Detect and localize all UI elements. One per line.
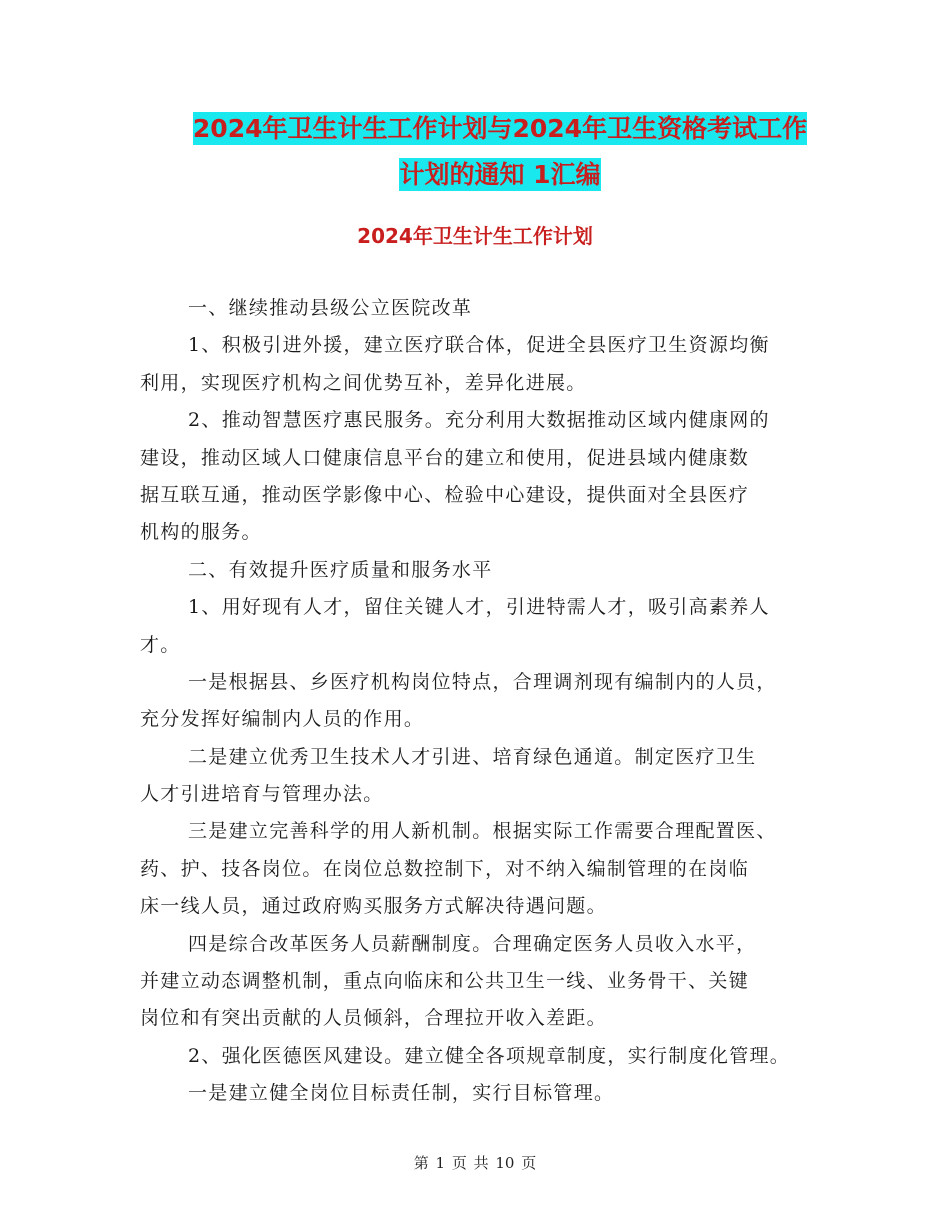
paragraph-line: 人才引进培育与管理办法。	[140, 783, 384, 806]
document-title-line-2	[140, 152, 860, 198]
paragraph-line: 1、用好现有人才，留住关键人才，引进特需人才，吸引高素养人	[188, 596, 770, 619]
paragraph-line: 建设，推动区域人口健康信息平台的建立和使用，促进县域内健康数	[140, 446, 750, 469]
paragraph-line: 机构的服务。	[140, 521, 262, 544]
highlighted-title-text: 计划的通知 1汇编	[399, 160, 601, 189]
section-title: 2024年卫生计生工作计划	[357, 224, 593, 248]
document-title-line-1	[140, 106, 860, 152]
paragraph-line: 充分发挥好编制内人员的作用。	[140, 708, 425, 731]
paragraph-line: 1、积极引进外援，建立医疗联合体，促进全县医疗卫生资源均衡	[188, 334, 770, 357]
paragraph-line: 2、强化医德医风建设。建立健全各项规章制度，实行制度化管理。	[188, 1044, 791, 1067]
paragraph-line: 四是综合改革医务人员薪酬制度。合理确定医务人员收入水平，	[188, 932, 757, 955]
paragraph-line: 据互联互通，推动医学影像中心、检验中心建设，提供面对全县医疗	[140, 483, 750, 506]
paragraph-line: 岗位和有突出贡献的人员倾斜，合理拉开收入差距。	[140, 1007, 607, 1030]
paragraph-line: 一是根据县、乡医疗机构岗位特点，合理调剂现有编制内的人员，	[188, 670, 777, 693]
paragraph-line: 2、推动智慧医疗惠民服务。充分利用大数据推动区域内健康网的	[188, 409, 770, 432]
paragraph-line: 二是建立优秀卫生技术人才引进、培育绿色通道。制定医疗卫生	[188, 745, 757, 768]
page-footer: 第 1 页 共 10 页	[413, 1154, 537, 1172]
paragraph-line: 利用，实现医疗机构之间优势互补，差异化进展。	[140, 371, 587, 394]
paragraph-line: 药、护、技各岗位。在岗位总数控制下，对不纳入编制管理的在岗临	[140, 857, 750, 880]
body-text	[140, 290, 812, 1113]
highlighted-title-text: 2024年卫生计生工作计划与2024年卫生资格考试工作	[192, 114, 808, 143]
paragraph-line: 床一线人员，通过政府购买服务方式解决待遇问题。	[140, 895, 607, 918]
heading-1: 一、继续推动县级公立医院改革	[188, 297, 473, 319]
paragraph-line: 才。	[140, 633, 181, 656]
paragraph-line: 一是建立健全岗位目标责任制，实行目标管理。	[188, 1082, 615, 1105]
paragraph-line: 并建立动态调整机制，重点向临床和公共卫生一线、业务骨干、关键	[140, 970, 750, 993]
paragraph-line: 三是建立完善科学的用人新机制。根据实际工作需要合理配置医、	[188, 820, 777, 843]
heading-2: 二、有效提升医疗质量和服务水平	[188, 558, 493, 581]
